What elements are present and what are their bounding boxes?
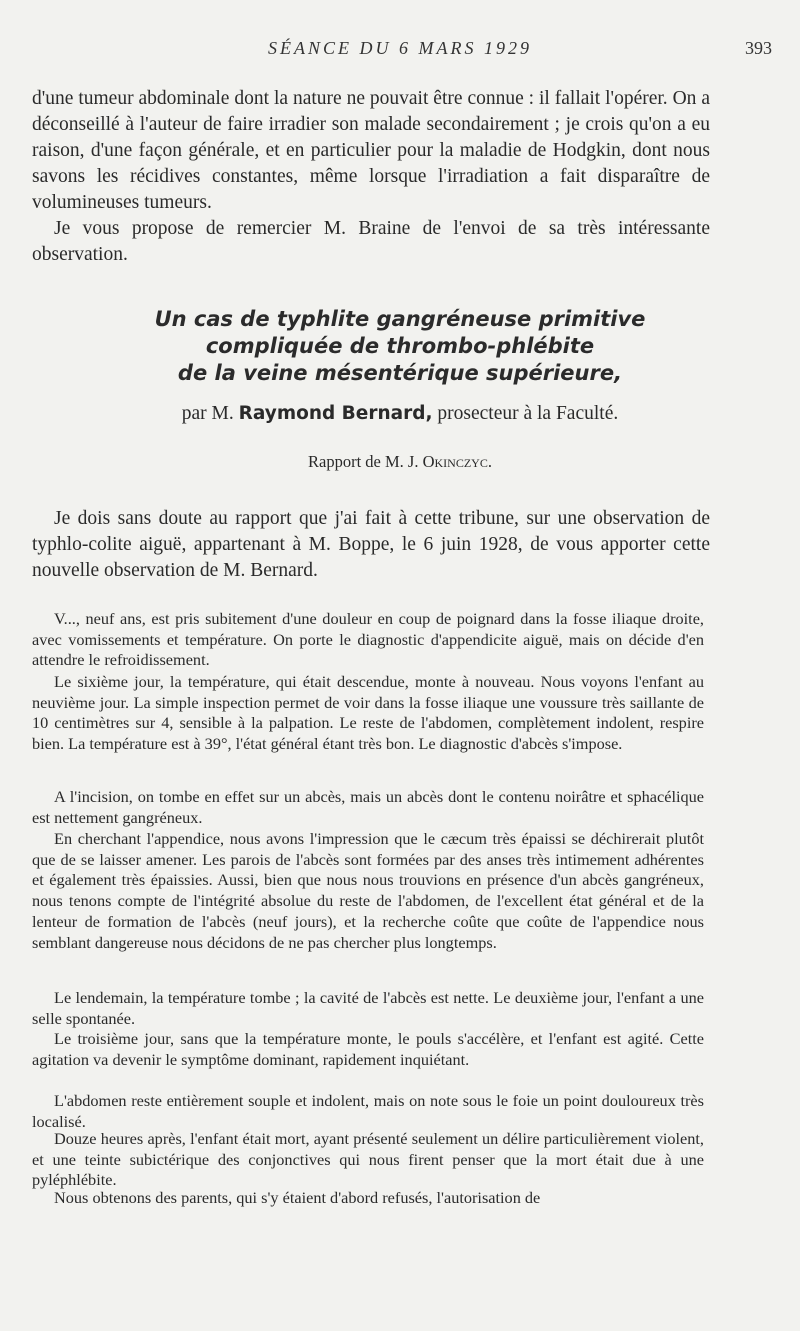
observation-paragraph-5: Le lendemain, la température tombe ; la cavité de l'abcès est nette. Le deuxième jour, l'enfant a une selle spontanée. — [32, 988, 704, 1028]
byline-author: Raymond Bernard, — [238, 403, 433, 424]
article-title-line-3: de la veine mésentérique supérieure, — [177, 361, 623, 385]
observation-paragraph-9: Nous obtenons des parents, qui s'y étaient d'abord refusés, l'autorisation de — [54, 1188, 541, 1207]
page-number: 393 — [745, 38, 772, 58]
byline — [0, 401, 800, 427]
observation-paragraph-2: Le sixième jour, la température, qui était descendue, monte à nouveau. Nous voyons l'enfant au neuvième jour. La simple inspection permet de voir dans la fosse iliaque une voussure très saillante de 10 centimètres sur 4, sensible à la palpation. Le reste de l'abdomen, complètement indolent, respire bien. La température est à 39°, l'état général étant très bon. Le diagnostic d'abcès s'impose. — [32, 672, 704, 754]
observation-paragraph-8: Douze heures après, l'enfant était mort, ayant présenté seulement un délire particulièrement violent, et une teinte subictérique des conjonctives qui nous firent penser que la mort était due à une pyléphlébite. — [32, 1129, 704, 1190]
rapport-line — [0, 452, 800, 472]
intro-paragraph-1: d'une tumeur abdominale dont la nature ne pouvait être connue : il fallait l'opérer. On a déconseillé à l'auteur de faire irradier son malade secondairement ; je crois qu'on a eu raison, d'une façon générale, et en particulier pour la maladie de Hodgkin, dont nous savons les récidives constantes, même lorsque l'irradiation a fait disparaître de volumineuses tumeurs. — [32, 88, 710, 213]
rapport-prefix: Rapport de M. J. — [308, 452, 419, 471]
observation-paragraph-3: A l'incision, on tombe en effet sur un abcès, mais un abcès dont le contenu noirâtre et sphacélique est nettement gangréneux. — [32, 787, 704, 827]
running-head — [0, 38, 800, 68]
observation-paragraph-7: L'abdomen reste entièrement souple et indolent, mais on note sous le foie un point douloureux très localisé. — [32, 1091, 704, 1131]
byline-suffix: prosecteur à la Faculté. — [437, 403, 619, 424]
article-title-line-1: Un cas de typhlite gangréneuse primitive — [154, 307, 646, 331]
lead-paragraph: Je dois sans doute au rapport que j'ai fait à cette tribune, sur une observation de typhlo-colite aiguë, appartenant à M. Boppe, le 6 juin 1928, de vous apporter cette nouvelle observation de M. Bernard. — [32, 508, 710, 581]
running-title: SÉANCE DU 6 MARS 1929 — [268, 38, 532, 58]
article-title-line-2: compliquée de thrombo-phlébite — [205, 334, 595, 358]
observation-paragraph-4: En cherchant l'appendice, nous avons l'impression que le cæcum très épaissi se déchirerait plutôt que de se laisser amener. Les parois de l'abcès sont formées par des anses très intimement adhérentes et également très épaissies. Aussi, bien que nous nous trouvions en présence d'un abcès gangréneux, nous tenons compte de l'intégrité absolue du reste de l'abdomen, de l'excellent état général et de la lenteur de formation de l'abcès (neuf jours), et la recherche coûte que coûte de l'appendice nous semblant dangereuse nous décidons de ne pas chercher plus longtemps. — [32, 829, 704, 952]
observation-paragraph-6: Le troisième jour, sans que la température monte, le pouls s'accélère, et l'enfant est agité. Cette agitation va devenir le symptôme dominant, rapidement inquiétant. — [32, 1029, 704, 1069]
rapport-name: Okinczyc. — [422, 452, 492, 471]
byline-prefix: par M. — [181, 403, 234, 424]
observation-paragraph-1: V..., neuf ans, est pris subitement d'une douleur en coup de poignard dans la fosse iliaque droite, avec vomissements et température. On porte le diagnostic d'appendicite aiguë, mais on décide d'en attendre le refroidissement. — [32, 609, 704, 670]
intro-paragraph-2: Je vous propose de remercier M. Braine de l'envoi de sa très intéressante observation. — [32, 218, 710, 265]
